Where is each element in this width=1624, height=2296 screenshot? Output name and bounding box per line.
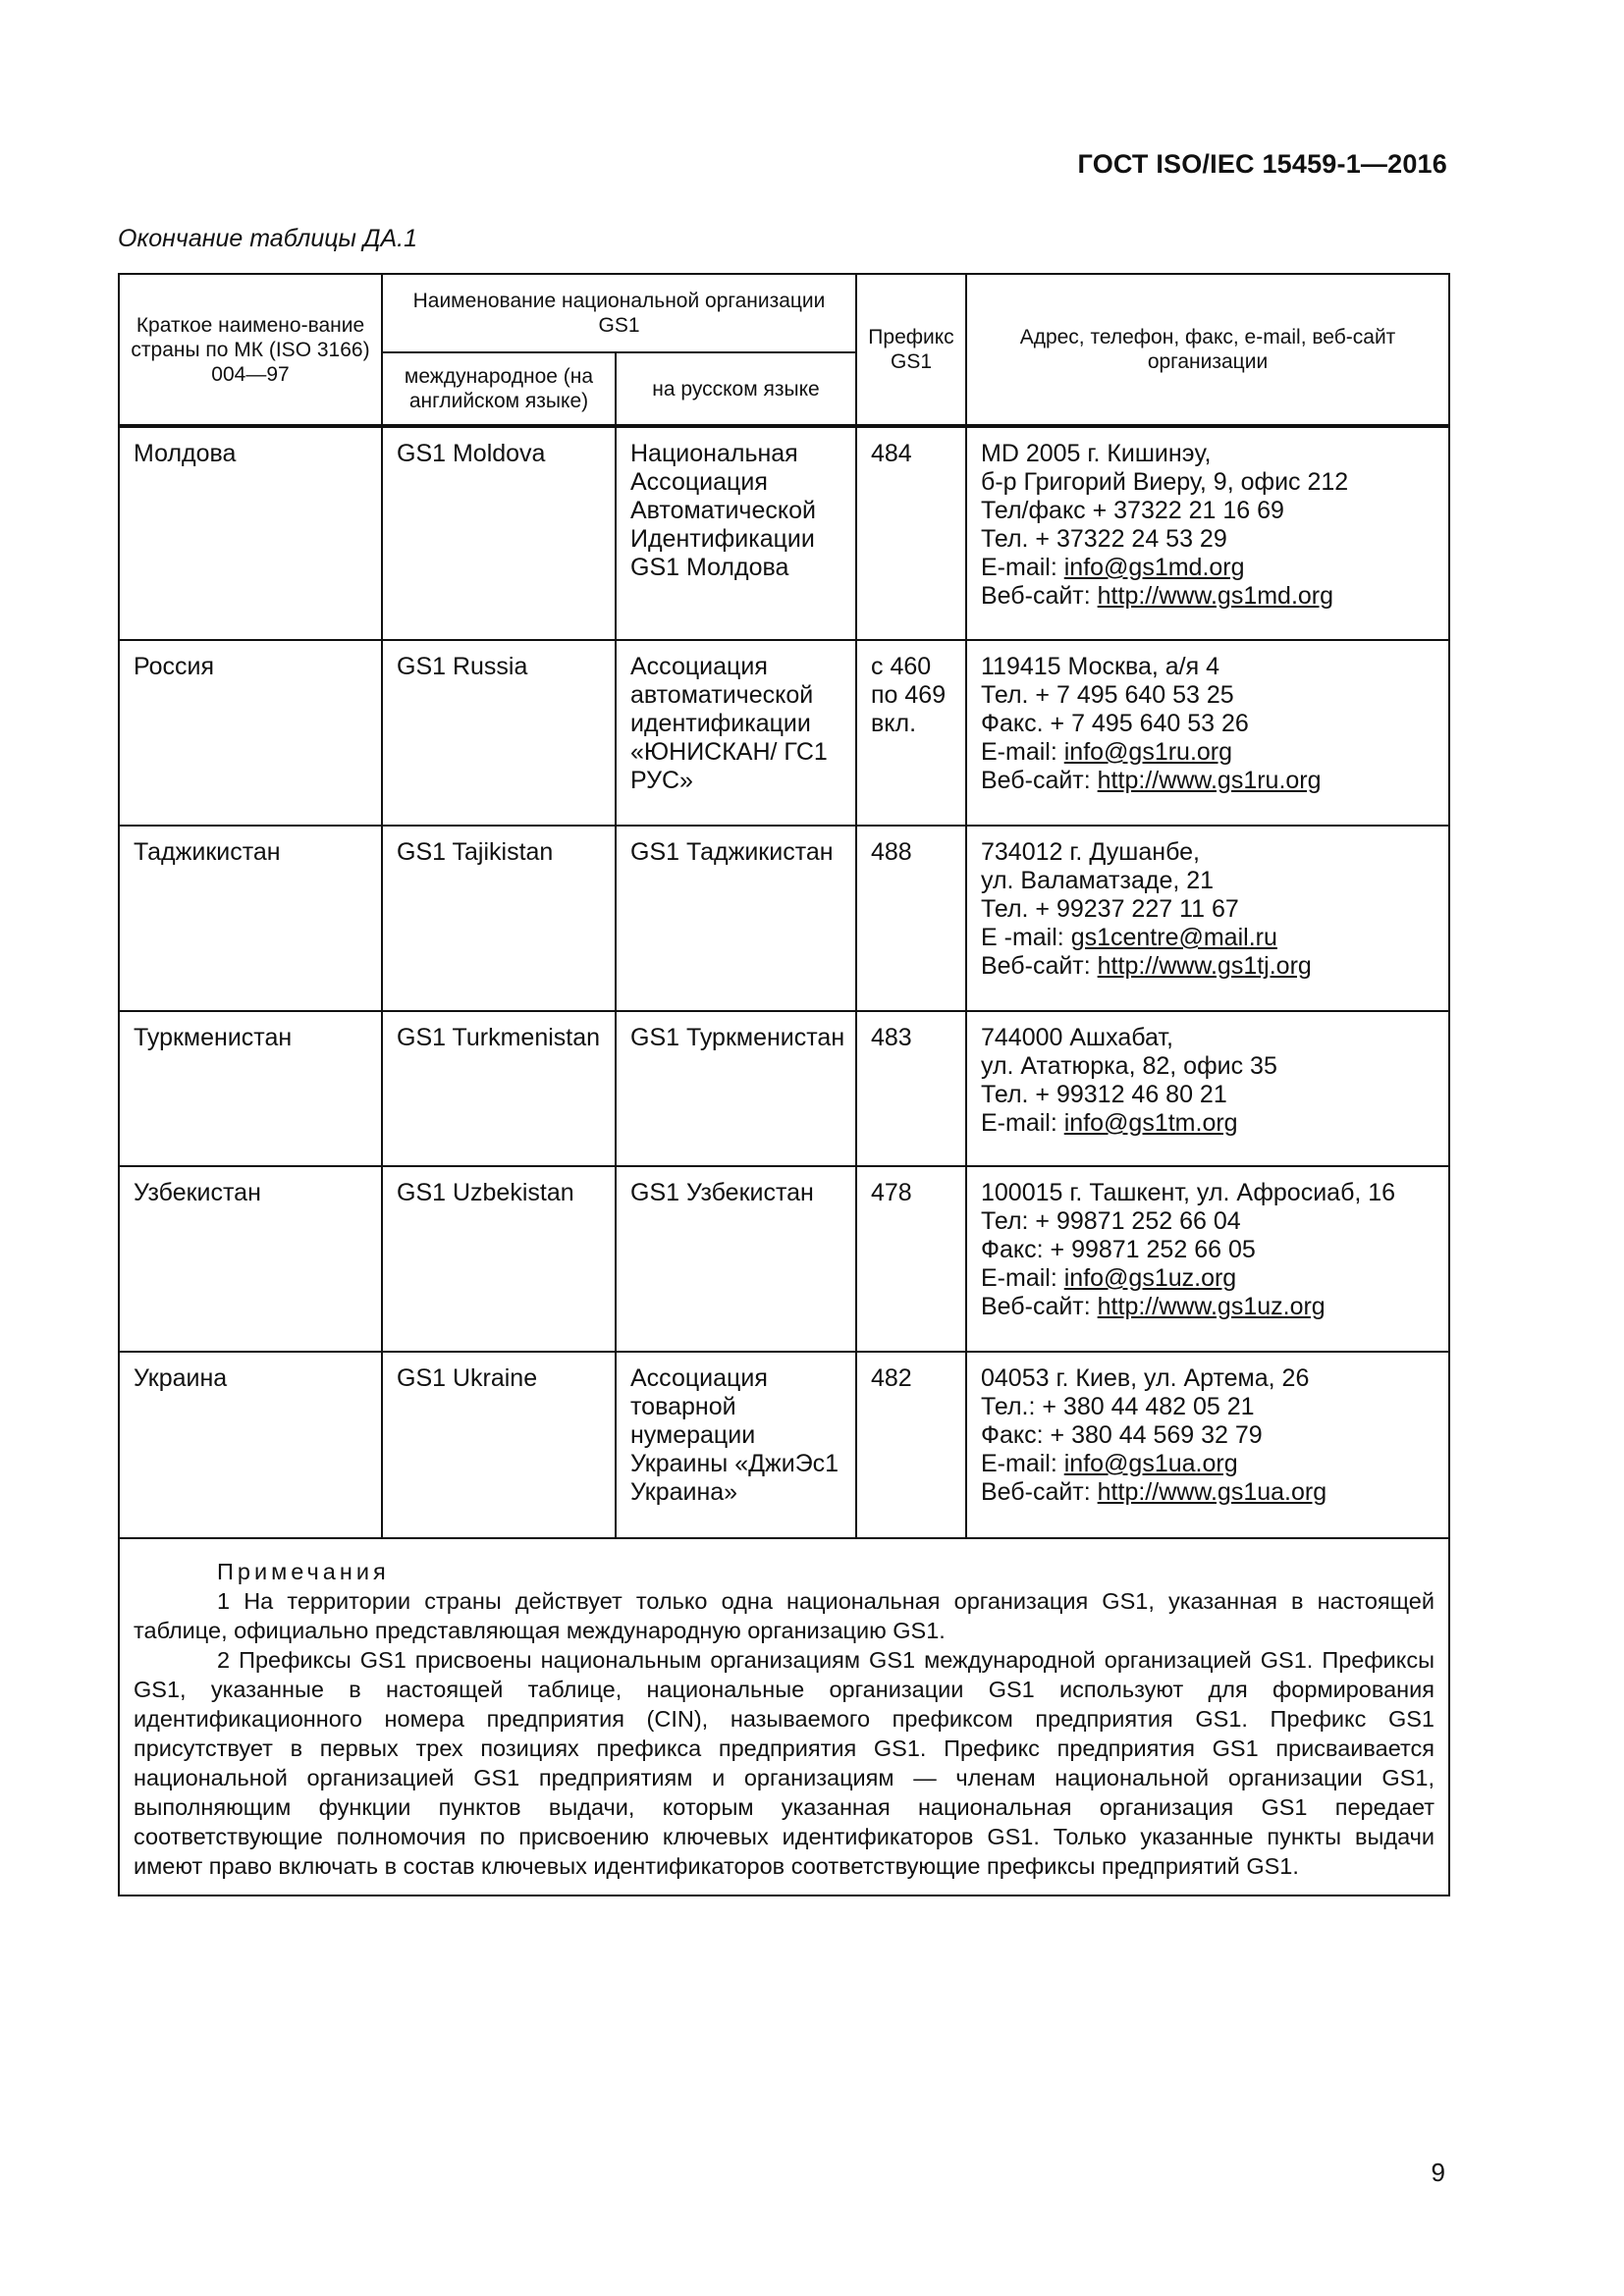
- website-link[interactable]: http://www.gs1md.org: [1097, 582, 1334, 610]
- notes-cell: [119, 1538, 1449, 1896]
- cell-org-ru: [616, 1166, 856, 1352]
- address-line: Тел. + 37322 24 53 29: [981, 525, 1227, 553]
- address-line: ул. Ататюрка, 82, офис 35: [981, 1052, 1277, 1080]
- email-label: E-mail:: [981, 1264, 1064, 1292]
- cell-org-intl: [382, 640, 616, 826]
- email-label: E-mail:: [981, 554, 1064, 581]
- cell-org-ru: [616, 1352, 856, 1538]
- cell-prefix: [856, 640, 966, 826]
- table-row: [119, 1011, 1449, 1166]
- org-ru-line: Ассоциация: [630, 1364, 768, 1392]
- address-line: Факс: + 380 44 569 32 79: [981, 1421, 1263, 1449]
- email-anchor[interactable]: [1064, 1450, 1238, 1477]
- address-line: 04053 г. Киев, ул. Артема, 26: [981, 1364, 1310, 1392]
- email-label: E-mail:: [981, 738, 1064, 766]
- note-2: 2 Префиксы GS1 присвоены национальным организациям GS1 международной организацией GS1. Префиксы GS1, указанные в настоящей таблице, национальные организации GS1 используют для формирования идентификационного номера предприятия (CIN), называемого префиксом предприятия GS1. Префикс GS1 присутствует в первых трех позициях префикса предприятия GS1. Префикс предприятия GS1 присваивается национальной организацией GS1 предприятиям и организациям — членам национальной организации GS1, выполняющим функции пунктов выдачи, которым указанная национальная организация GS1 передает соответствующие полномочия по присвоению ключевых идентификаторов GS1. Только указанные пункты выдачи имеют право включать в состав ключевых идентификаторов соответствующие префиксы предприятий GS1.: [134, 1647, 1435, 1879]
- page-number: 9: [1431, 2158, 1445, 2187]
- website-label: Веб-сайт:: [981, 582, 1098, 610]
- website-anchor[interactable]: [1098, 767, 1322, 794]
- website-line: [981, 952, 1435, 981]
- email-label: E-mail:: [981, 1109, 1064, 1137]
- org-intl-name: GS1 Turkmenistan: [397, 1024, 601, 1051]
- email-line: [981, 1450, 1435, 1478]
- website-link[interactable]: http://www.gs1uz.org: [1097, 1293, 1326, 1320]
- cell-org-intl: [382, 826, 616, 1011]
- prefix-line: с 460: [871, 653, 932, 680]
- website-line: [981, 767, 1435, 795]
- prefix-line: 484: [871, 440, 912, 467]
- org-ru-line: Украина»: [630, 1478, 738, 1506]
- website-anchor[interactable]: [1098, 1478, 1326, 1506]
- email-anchor[interactable]: [1064, 1264, 1236, 1292]
- website-label: Веб-сайт:: [981, 1478, 1098, 1506]
- email-label: E -mail:: [981, 924, 1071, 951]
- org-ru-line: автоматической: [630, 681, 814, 709]
- header-org-intl: международное (на английском языке): [382, 352, 616, 426]
- header-prefix: Префикс GS1: [856, 274, 966, 426]
- cell-country: [119, 1011, 382, 1166]
- org-intl-name: GS1 Tajikistan: [397, 838, 554, 866]
- website-line: [981, 1478, 1435, 1507]
- prefix-line: 478: [871, 1179, 912, 1206]
- table-row: [119, 426, 1449, 640]
- email-line: [981, 1109, 1435, 1138]
- org-ru-line: «ЮНИСКАН/ ГС1: [630, 738, 828, 766]
- country-name: Узбекистан: [134, 1179, 261, 1206]
- address-line: Тел. + 99237 227 11 67: [981, 895, 1239, 923]
- org-ru-line: Ассоциация: [630, 468, 768, 496]
- org-ru-line: РУС»: [630, 767, 693, 794]
- prefix-line: 483: [871, 1024, 912, 1051]
- cell-org-intl: [382, 1166, 616, 1352]
- cell-country: [119, 1352, 382, 1538]
- website-line: [981, 1293, 1435, 1321]
- website-link[interactable]: http://www.gs1ru.org: [1097, 767, 1322, 794]
- org-intl-name: GS1 Moldova: [397, 440, 546, 467]
- address-line: б-р Григорий Виеру, 9, офис 212: [981, 468, 1349, 496]
- table-row: [119, 640, 1449, 826]
- website-line: [981, 582, 1435, 611]
- address-line: Тел. + 7 495 640 53 25: [981, 681, 1234, 709]
- cell-country: [119, 426, 382, 640]
- org-ru-line: Ассоциация: [630, 653, 768, 680]
- note-1: 1 На территории страны действует только одна национальная организация GS1, указанная в настоящей таблице, официально представляющая международную организацию GS1.: [134, 1588, 1435, 1643]
- prefix-line: 482: [871, 1364, 912, 1392]
- cell-country: [119, 1166, 382, 1352]
- email-link[interactable]: gs1centre@mail.ru: [1070, 924, 1277, 951]
- cell-org-intl: [382, 426, 616, 640]
- website-label: Веб-сайт:: [981, 1293, 1098, 1320]
- email-line: [981, 738, 1435, 767]
- email-link[interactable]: info@gs1tm.org: [1063, 1109, 1238, 1137]
- gs1-organizations-table: [118, 273, 1450, 1896]
- header-org-ru: на русском языке: [616, 352, 856, 426]
- cell-address: [966, 640, 1449, 826]
- notes-title: Примечания: [217, 1559, 390, 1584]
- country-name: Украина: [134, 1364, 228, 1392]
- org-ru-line: нумерации: [630, 1421, 756, 1449]
- website-label: Веб-сайт:: [981, 952, 1098, 980]
- address-line: Факс: + 99871 252 66 05: [981, 1236, 1256, 1263]
- cell-address: [966, 826, 1449, 1011]
- email-anchor[interactable]: [1064, 1109, 1238, 1137]
- table-row: [119, 1352, 1449, 1538]
- address-line: 744000 Ашхабат,: [981, 1024, 1173, 1051]
- address-line: 734012 г. Душанбе,: [981, 838, 1200, 866]
- table-row: [119, 1166, 1449, 1352]
- email-anchor[interactable]: [1071, 924, 1277, 951]
- email-line: [981, 1264, 1435, 1293]
- table-caption: Окончание таблицы ДА.1: [118, 225, 417, 252]
- org-ru-line: GS1 Молдова: [630, 554, 789, 581]
- website-link[interactable]: http://www.gs1tj.org: [1097, 952, 1312, 980]
- org-ru-line: GS1 Узбекистан: [630, 1179, 814, 1206]
- address-line: 100015 г. Ташкент, ул. Афросиаб, 16: [981, 1179, 1396, 1206]
- org-ru-line: идентификации: [630, 710, 811, 737]
- org-intl-name: GS1 Uzbekistan: [397, 1179, 574, 1206]
- address-line: Тел: + 99871 252 66 04: [981, 1207, 1241, 1235]
- cell-prefix: [856, 1166, 966, 1352]
- cell-org-intl: [382, 1011, 616, 1166]
- cell-prefix: [856, 826, 966, 1011]
- org-ru-line: Автоматической: [630, 497, 816, 524]
- org-ru-line: Украины «ДжиЭс1: [630, 1450, 839, 1477]
- website-anchor[interactable]: [1098, 582, 1333, 610]
- cell-org-intl: [382, 1352, 616, 1538]
- org-ru-line: GS1 Таджикистан: [630, 838, 834, 866]
- cell-address: [966, 1011, 1449, 1166]
- cell-address: [966, 426, 1449, 640]
- address-line: MD 2005 г. Кишинэу,: [981, 440, 1212, 467]
- address-line: Факс. + 7 495 640 53 26: [981, 710, 1249, 737]
- header-country: Краткое наимено-вание страны по МК (ISO 3166) 004—97: [119, 274, 382, 426]
- address-line: ул. Валаматзаде, 21: [981, 867, 1215, 894]
- document-id: ГОСТ ISO/IEC 15459-1—2016: [1077, 149, 1447, 179]
- table-row: [119, 826, 1449, 1011]
- cell-prefix: [856, 1352, 966, 1538]
- cell-org-ru: [616, 426, 856, 640]
- email-anchor[interactable]: [1064, 554, 1245, 581]
- org-ru-line: товарной: [630, 1393, 736, 1420]
- email-link[interactable]: info@gs1ua.org: [1063, 1450, 1238, 1477]
- address-line: Тел.: + 380 44 482 05 21: [981, 1393, 1255, 1420]
- email-link[interactable]: info@gs1ru.org: [1063, 738, 1233, 766]
- cell-org-ru: [616, 826, 856, 1011]
- cell-address: [966, 1352, 1449, 1538]
- country-name: Молдова: [134, 440, 237, 467]
- prefix-line: 488: [871, 838, 912, 866]
- org-intl-name: GS1 Ukraine: [397, 1364, 538, 1392]
- website-anchor[interactable]: [1098, 1293, 1326, 1320]
- email-link[interactable]: info@gs1md.org: [1063, 554, 1245, 581]
- address-line: Тел. + 99312 46 80 21: [981, 1081, 1227, 1108]
- header-org-name: Наименование национальной организации GS1: [382, 274, 856, 352]
- website-link[interactable]: http://www.gs1ua.org: [1097, 1478, 1327, 1506]
- cell-country: [119, 640, 382, 826]
- country-name: Туркменистан: [134, 1024, 293, 1051]
- email-line: [981, 554, 1435, 582]
- address-line: Тел/факс + 37322 21 16 69: [981, 497, 1284, 524]
- prefix-line: вкл.: [871, 710, 917, 737]
- country-name: Таджикистан: [134, 838, 281, 866]
- email-label: E-mail:: [981, 1450, 1064, 1477]
- org-ru-line: Идентификации: [630, 525, 815, 553]
- cell-prefix: [856, 426, 966, 640]
- cell-org-ru: [616, 640, 856, 826]
- cell-org-ru: [616, 1011, 856, 1166]
- cell-country: [119, 826, 382, 1011]
- email-line: [981, 924, 1435, 952]
- email-link[interactable]: info@gs1uz.org: [1063, 1264, 1237, 1292]
- org-ru-line: GS1 Туркменистан: [630, 1024, 845, 1051]
- email-anchor[interactable]: [1064, 738, 1232, 766]
- header-address: Адрес, телефон, факс, e-mail, веб-сайт организации: [966, 274, 1449, 426]
- org-intl-name: GS1 Russia: [397, 653, 528, 680]
- cell-address: [966, 1166, 1449, 1352]
- address-line: 119415 Москва, а/я 4: [981, 653, 1219, 680]
- website-label: Веб-сайт:: [981, 767, 1098, 794]
- prefix-line: по 469: [871, 681, 947, 709]
- website-anchor[interactable]: [1098, 952, 1312, 980]
- country-name: Россия: [134, 653, 214, 680]
- cell-prefix: [856, 1011, 966, 1166]
- org-ru-line: Национальная: [630, 440, 798, 467]
